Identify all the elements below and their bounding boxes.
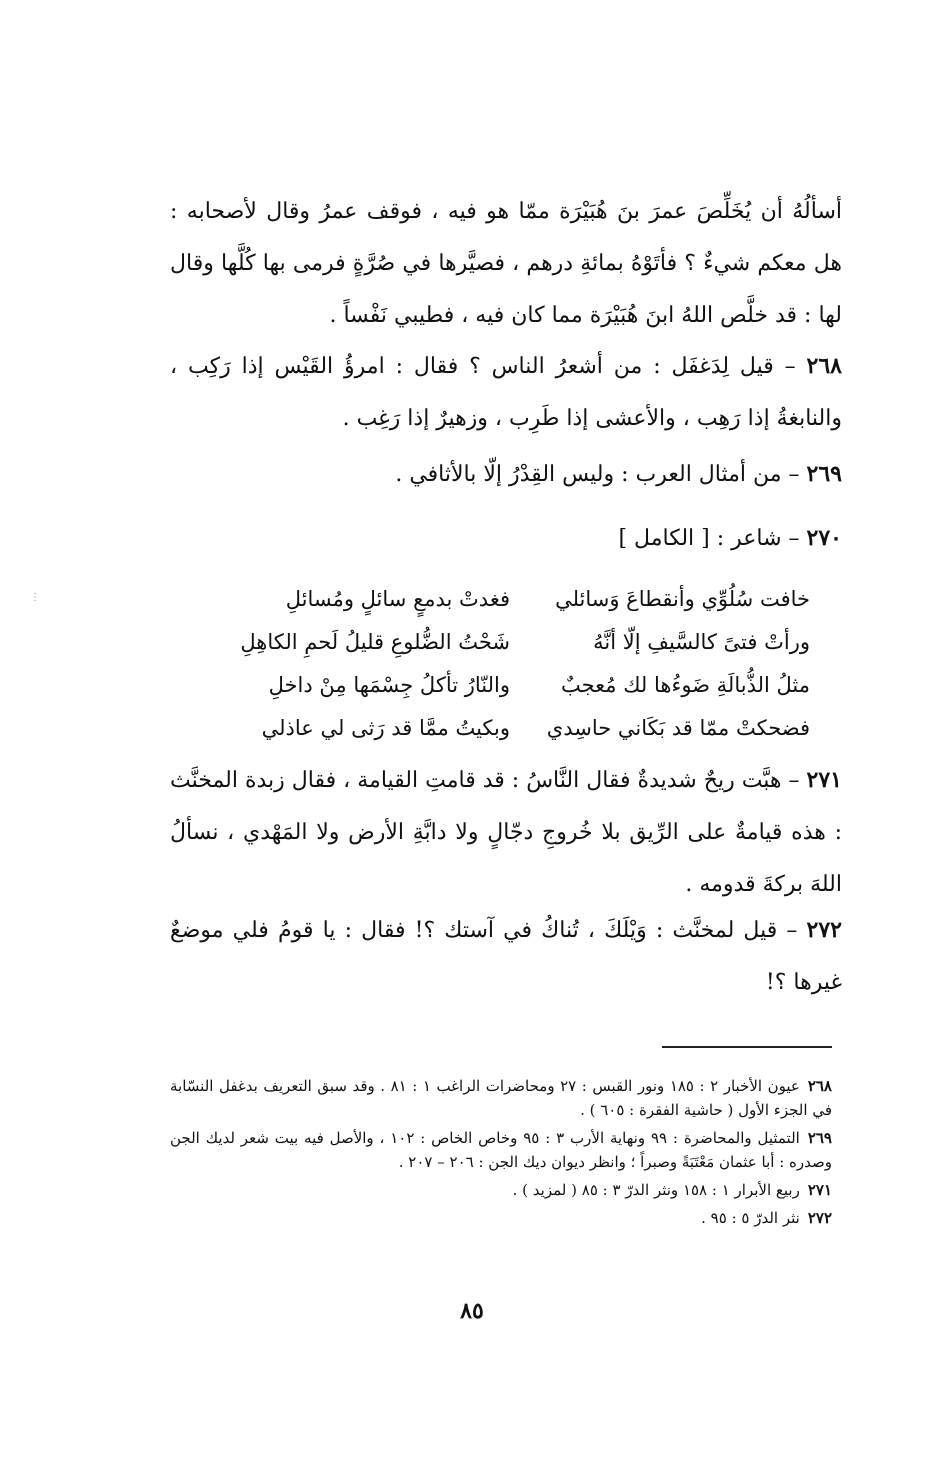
footnote-text: ربيع الأبرار ١ : ١٥٨ ونثر الدرّ ٣ : ٨٥ ( لمزيد ) . xyxy=(512,1181,800,1199)
poem xyxy=(220,578,810,750)
poem-verse xyxy=(220,621,810,664)
entry-text: – من أمثال العرب : وليس القِدْرُ إلّا بالأثافي . xyxy=(395,462,807,487)
entry-number: ٢٦٩ xyxy=(806,461,842,487)
footnote-number: ٢٧١ xyxy=(807,1181,832,1199)
margin-mark: ⋮ xyxy=(30,592,40,603)
second-hemistich: شَحْتُ الضُّلوعِ قليلُ لَحمِ الكاهِلِ xyxy=(240,630,510,654)
second-hemistich: والنّارُ تأكلُ جِسْمَها مِنْ داخلِ xyxy=(268,673,510,697)
footnote-number: ٢٧٢ xyxy=(807,1209,832,1227)
entry-269 xyxy=(170,448,842,501)
first-hemistich: ورأتْ فتىً كالسَّيفِ إلّا أنَّهُ xyxy=(593,630,810,654)
footnote-text: التمثيل والمحاضرة : ٩٩ ونهاية الأرب ٣ : ٩٥ وخاص الخاص : ١٠٢ ، والأصل فيه بيت شعر لديك الجن وصدره : أبا عثمان مَعْتَبَةً وصبراً ؛ وانظر ديوان ديك الجن : ٢٠٦ – ٢٠٧ . xyxy=(170,1129,832,1171)
entry-number: ٢٧٢ xyxy=(806,917,842,943)
footnote xyxy=(170,1074,832,1122)
entry-270 xyxy=(170,512,842,565)
entry-271 xyxy=(170,754,842,911)
entry-text: – قيل لِدَغفَل : من أشعرُ الناس ؟ فقال : امرؤُ القَيْس إذا رَكِب ، والنابغةُ إذا رَهِب ، والأعشى إذا طَرِب ، وزهيرٌ إذا رَغِب . xyxy=(170,354,842,431)
footnote xyxy=(170,1178,832,1202)
footnote xyxy=(170,1206,832,1230)
first-hemistich: مثلُ الذُّبالَةِ ضَوءُها لك مُعجبٌ xyxy=(560,673,810,697)
entry-text: – هبَّت ريحٌ شديدةٌ فقال النَّاسُ : قد قامتِ القيامة ، فقال زبدة المخنَّث : هذه قيامةٌ على الرِّيق بلا خُروجِ دجّالٍ ولا دابَّةِ الأرض ولا المَهْدي ، نسألُ اللهَ بركةَ قدومه . xyxy=(170,768,842,897)
entry-272 xyxy=(170,904,842,1009)
footnote-text: نثر الدرّ ٥ : ٩٥ . xyxy=(701,1209,800,1227)
paragraph-continuation: أسألُهُ أن يُخَلِّصَ عمرَ بنَ هُبَيْرَة ممّا هو فيه ، فوقف عمرُ وقال لأصحابه : هل معكم شيءٌ ؟ فأتَوْهُ بمائةِ درهم ، فصيَّرها في صُرَّةٍ فرمى بها كُلَّها وقال لها : قد خلَّص اللهُ ابنَ هُبَيْرَة مما كان فيه ، فطيبي نَفْساً . xyxy=(170,199,842,328)
second-hemistich: وبكيتُ ممَّا قد رَثى لي عاذلي xyxy=(261,716,510,740)
page-number: ٨٥ xyxy=(460,1298,484,1324)
entry-text: – قيل لمخنَّث : وَيْلَكَ ، تُناكُ في آستك ؟! فقال : يا قومُ فلي موضعٌ غيرها ؟! xyxy=(170,918,842,995)
first-hemistich: خافت سُلُوِّي وأنقطاعَ وَسائلي xyxy=(555,587,810,611)
entry-number: ٢٧٠ xyxy=(806,525,842,551)
second-hemistich: فغدتْ بدمعٍ سائلٍ ومُسائلِ xyxy=(285,587,510,611)
footnote-number: ٢٦٩ xyxy=(807,1129,832,1147)
footnote-text: عيون الأخبار ٢ : ١٨٥ ونور القبس : ٢٧ ومحاضرات الراغب ١ : ٨١ . وقد سبق التعريف بدغفل النسّابة في الجزء الأول ( حاشية الفقرة : ٦٠٥ ) . xyxy=(170,1077,832,1119)
footnote-number: ٢٦٨ xyxy=(807,1077,832,1095)
footnote xyxy=(170,1126,832,1174)
poem-verse xyxy=(220,707,810,750)
poem-verse xyxy=(220,578,810,621)
footnote-divider xyxy=(662,1046,832,1048)
entry-text: – شاعر : [ الكامل ] xyxy=(618,526,807,551)
entry-number: ٢٧١ xyxy=(806,767,842,793)
poem-verse xyxy=(220,664,810,707)
entry-number: ٢٦٨ xyxy=(806,353,842,379)
footnotes xyxy=(170,1074,832,1234)
first-hemistich: فضحكتْ ممّا قد بَكَاني حاسِدي xyxy=(546,716,810,740)
entry-268 xyxy=(170,340,842,445)
